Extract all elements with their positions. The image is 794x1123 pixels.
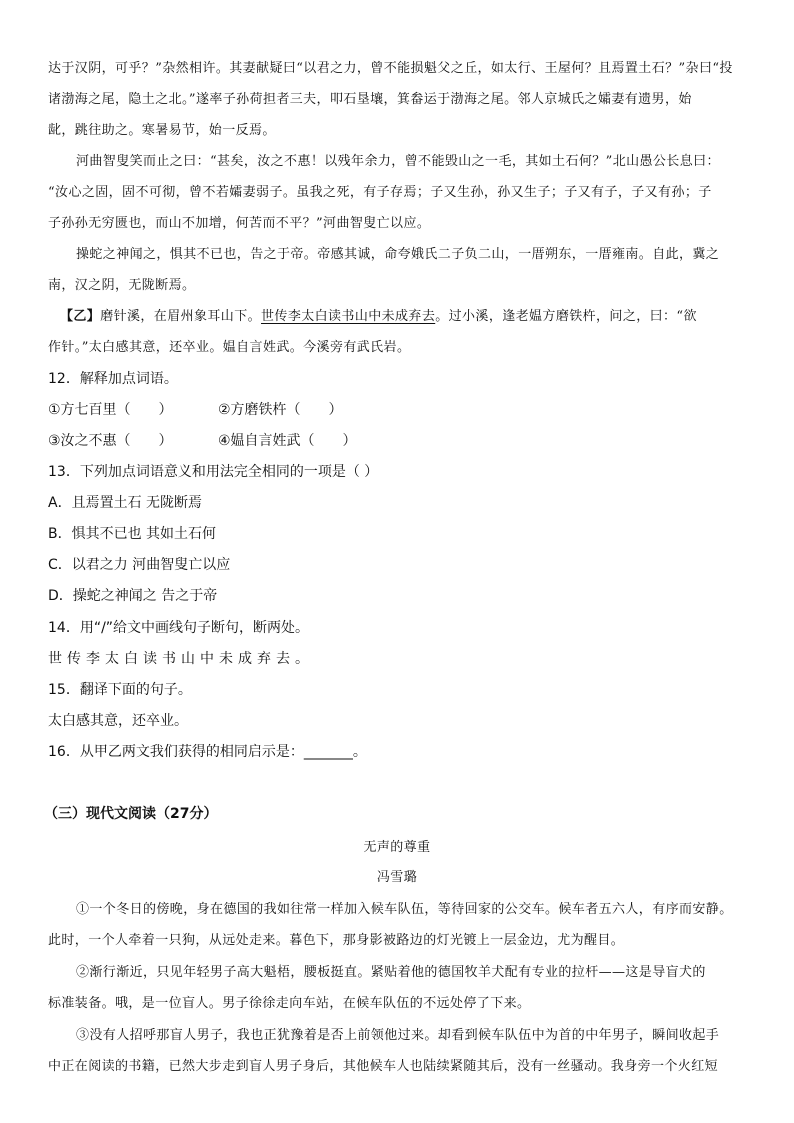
article-author: 冯雪璐 [376, 870, 418, 885]
question-12-item-1: ①方七百里（ ） [48, 402, 173, 418]
passage-jia-line-7: 操蛇之神闻之，惧其不已也，告之于帝。帝感其诚，命夸娥氏二子负二山，一厝朔东，一厝雍南。自此，冀之 [76, 247, 720, 262]
article-paragraph-2-line-2: 标准装备。哦，是一位盲人。男子徐徐走向车站，在候车队伍的不远处停了下来。 [48, 996, 531, 1011]
passage-jia-line-4: 河曲智叟笑而止之曰：“甚矣，汝之不惠！以残年余力，曾不能毁山之一毛，其如土石何？”北山愚公长息曰： [76, 154, 720, 169]
article-paragraph-3-line-1: ③没有人招呼那盲人男子，我也正犹豫着是否上前领他过来。却看到候车队伍中为首的中年男子，瞬间收起手 [76, 1028, 720, 1043]
passage-jia-line-1: 达于汉阴，可乎？”杂然相许。其妻献疑曰“以君之力，曾不能损魁父之丘，如太行、王屋何？且焉置土石？”杂曰“投 [48, 61, 733, 76]
question-15: 15．翻译下面的句子。 [48, 682, 192, 698]
passage-jia-line-3: 龀，跳往助之。寒暑易节，始一反焉。 [48, 123, 276, 138]
article-paragraph-1-line-2: 此时，一个人牵着一只狗，从远处走来。暮色下，那身影被路边的灯光镀上一层金边，尤为醒目。 [48, 933, 625, 948]
question-13-option-a: A．且焉置土石 无陇断焉 [48, 495, 203, 511]
question-12-item-4: ④媪自言姓武（ ） [218, 433, 357, 449]
question-13-option-c: C．以君之力 河曲智叟亡以应 [48, 557, 231, 573]
question-14-sentence: 世传李太白读书山中未成弃去。 [48, 651, 314, 667]
question-15-sentence: 太白感其意，还卒业。 [48, 713, 188, 729]
question-12: 12．解释加点词语。 [48, 371, 178, 387]
article-paragraph-2-line-1: ②渐行渐近，只见年轻男子高大魁梧，腰板挺直。紧贴着他的德国牧羊犬配有专业的拉杆——这是导盲犬的 [76, 965, 706, 980]
question-14: 14．用“/”给文中画线句子断句，断两处。 [48, 620, 310, 636]
passage-jia-line-6: 子孙孙无穷匮也，而山不加增，何苦而不平？”河曲智叟亡以应。 [48, 216, 431, 231]
section-3-heading: （三）现代文阅读（27分） [44, 806, 218, 822]
passage-yi-underlined-sentence: 世传李太白读书山中未成弃去 [261, 309, 436, 324]
article-title: 无声的尊重 [363, 840, 431, 855]
question-13-option-b: B．惧其不已也 其如土石何 [48, 526, 217, 542]
passage-jia-line-5: “汝心之固，固不可彻，曾不若孀妻弱子。虽我之死，有子存焉；子又生孙，孙又生子；子又有子，子又有孙；子 [48, 185, 712, 200]
passage-jia-line-2: 诸渤海之尾，隐土之北。”遂率子孙荷担者三夫，叩石垦壤，箕畚运于渤海之尾。邻人京城氏之孀妻有遗男，始 [48, 92, 692, 107]
question-13: 13．下列加点词语意义和用法完全相同的一项是（ ） [48, 464, 379, 480]
passage-jia-line-8: 南，汉之阴，无陇断焉。 [48, 278, 196, 293]
passage-yi-part-a: 磨针溪，在眉州象耳山下。 [100, 309, 262, 324]
passage-yi-line-1 [60, 305, 697, 324]
question-12-item-3: ③汝之不惠（ ） [48, 433, 173, 449]
passage-yi-part-b: 。过小溪，逢老媪方磨铁杵，问之，曰：“欲 [435, 309, 697, 324]
article-paragraph-1-line-1: ①一个冬日的傍晚，身在德国的我如往常一样加入候车队伍，等待回家的公交车。候车者五六人，有序而安静。 [76, 902, 733, 917]
question-12-item-2: ②方磨铁杵（ ） [218, 402, 343, 418]
question-13-option-d: D．操蛇之神闻之 告之于帝 [48, 588, 218, 604]
passage-yi-tag: 【乙】 [60, 309, 101, 324]
question-16: 16．从甲乙两文我们获得的相同启示是：_______。 [48, 744, 367, 760]
passage-yi-line-2: 作针。”太白感其意，还卒业。媪自言姓武。今溪旁有武氏岩。 [48, 340, 411, 355]
article-paragraph-3-line-2: 中正在阅读的书籍，已然大步走到盲人男子身后，其他候车人也陆续紧随其后，没有一丝骚动。我身旁一个火红短 [48, 1059, 719, 1074]
